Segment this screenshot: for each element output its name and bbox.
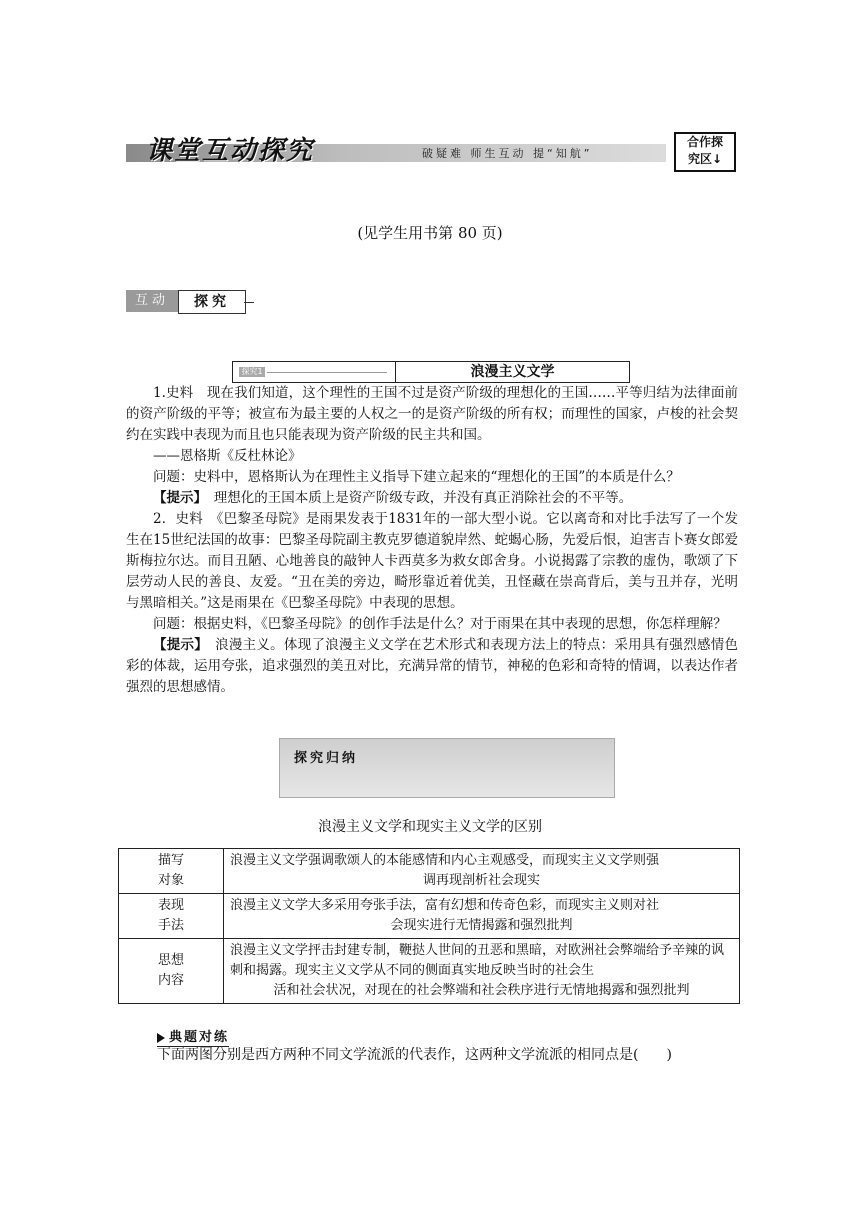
hint-label: 【提示】 (153, 637, 202, 653)
row-cell (224, 849, 740, 894)
row-header-line: 对象 (157, 873, 184, 888)
row-header-line: 表现 (157, 898, 184, 913)
row-header-line: 描写 (157, 853, 184, 868)
corner-label-line1: 合作探 (686, 135, 723, 149)
cell-line: 浪漫主义文学大多采用夸张手法，富有幻想和传奇色彩，而现实主义则对社 (230, 898, 660, 913)
source-attribution: ——恩格斯《反杜林论》 (153, 448, 302, 464)
cell-line: 活和社会状况，对现在的社会弊端和社会秩序进行无情地揭露和强烈批判 (273, 983, 690, 998)
banner-corner-label (674, 132, 736, 172)
banner-subtitle: 破疑难 师生互动 提“知航” (422, 147, 593, 160)
row-header (119, 939, 224, 1004)
triangle-icon (157, 1033, 165, 1043)
topic-box (232, 361, 630, 383)
cell-line: 浪漫主义文学强调歌颂人的本能感情和内心主观感受，而现实主义文学则强 (230, 853, 660, 868)
answer-2 (126, 635, 738, 698)
exercise-question: 下面两图分别是西方两种不同文学流派的代表作，这两种文学流派的相同点是( ) (157, 1047, 672, 1063)
source-paragraph-2: 2．史料 《巴黎圣母院》是雨果发表于1831年的一部大型小说。它以离奇和对比手法写了一个发生在15世纪法国的故事：巴黎圣母院副主教克罗德道貌岸然、蛇蝎心肠，先爱后恨，迫害吉卜赛女郎爱斯梅拉尔达。而目丑陋、心地善良的敲钟人卡西莫多为救女郎舍身。小说揭露了宗教的虚伪，歌颂了下层劳动人民的善良、友爱。“丑在美的旁边，畸形靠近着优美，丑怪藏在崇高背后，美与丑并存，光明与黑暗相关。”这是雨果在《巴黎圣母院》中表现的思想。 (126, 511, 738, 611)
topic-badge: 探究1 (239, 367, 265, 377)
question-1: 问题：史料中，恩格斯认为在理性主义指导下建立起来的“理想化的王国”的本质是什么？ (153, 469, 680, 485)
answer-1 (126, 488, 738, 509)
table-row (119, 894, 740, 939)
page-reference: (见学生用书第 80 页) (357, 224, 503, 242)
summary-box (279, 738, 615, 798)
section-tag-right: 探究 (178, 290, 246, 314)
question-2: 问题：根据史料，《巴黎圣母院》的创作手法是什么？对于雨果在其中表现的思想，你怎样理解？ (153, 616, 727, 632)
row-cell (224, 894, 740, 939)
row-cell (224, 939, 740, 1004)
cell-line: 调再现剖析社会现实 (422, 873, 540, 888)
cell-line: 会现实进行无情揭露和强烈批判 (390, 918, 573, 933)
corner-label-line2: 究区↓ (687, 152, 723, 166)
summary-box-label: 探究归纳 (294, 751, 359, 766)
section-banner (126, 128, 738, 174)
comparison-table (118, 848, 740, 1004)
hint-label: 【提示】 (153, 490, 201, 506)
table-row (119, 939, 740, 1004)
row-header (119, 894, 224, 939)
exercise-label-text: 典题对练 (169, 1030, 230, 1045)
answer-2-text: 浪漫主义。体现了浪漫主义文学在艺术形式和表现方法上的特点：采用具有强烈感情色彩的体裁，运用夸张，追求强烈的美丑对比，充满异常的情节，神秘的色彩和奇特的情调，以表达作者强烈的思想感情。 (126, 637, 739, 695)
table-row (119, 849, 740, 894)
row-header (119, 849, 224, 894)
topic-arrow (267, 372, 387, 373)
cell-line: 浪漫主义文学抨击封建专制，鞭挞人世间的丑恶和黑暗，对欧洲社会弊端给予辛辣的讽刺和揭露。现实主义文学从不同的侧面真实地反映当时的社会生 (230, 943, 725, 978)
answer-1-text: 理想化的王国本质上是资产阶级专政，并没有真正消除社会的不平等。 (200, 490, 633, 506)
section-tag-line (244, 302, 254, 303)
row-header-line: 思想 (157, 953, 184, 968)
row-header-line: 内容 (157, 973, 184, 988)
section-tag-left: 互动 (126, 290, 178, 312)
body-text (126, 383, 738, 698)
source-paragraph-1: 1.史料 现在我们知道，这个理性的王国不过是资产阶级的理想化的王国……平等归结为法律面前的资产阶级的平等；被宣布为最主要的人权之一的是资产阶级的所有权；而理性的国家，卢梭的社会契约在实践中表现为而且也只能表现为资产阶级的民主共和国。 (126, 385, 738, 443)
banner-title: 课堂互动探究 (146, 136, 315, 166)
table-title: 浪漫主义文学和现实主义文学的区别 (318, 819, 542, 835)
topic-box-left (233, 362, 396, 382)
row-header-line: 手法 (157, 918, 184, 933)
topic-title: 浪漫主义文学 (470, 364, 555, 380)
